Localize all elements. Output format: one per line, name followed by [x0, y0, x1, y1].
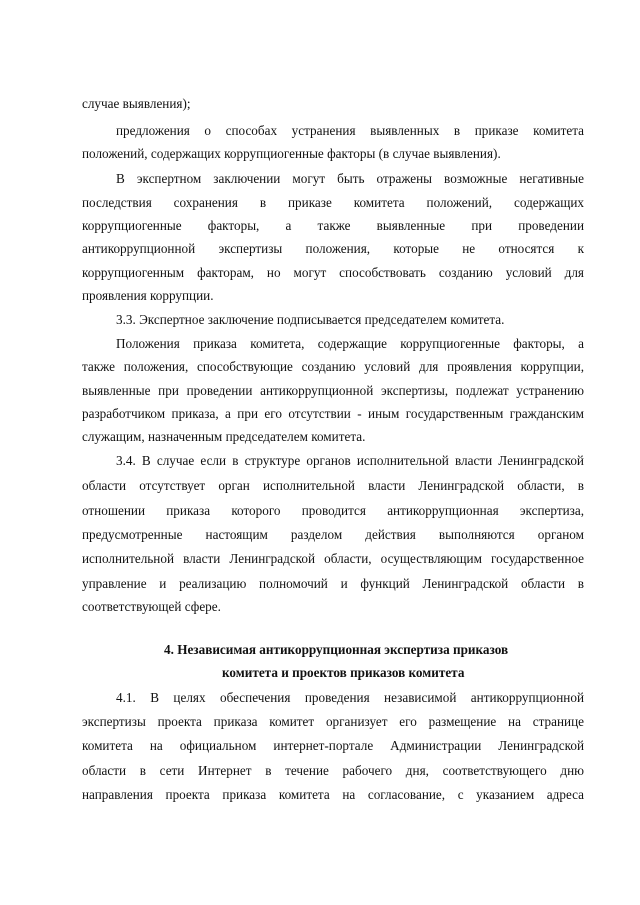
text-line: 3.3. Экспертное заключение подписывается председателем комитета. — [116, 312, 505, 327]
text-line: коррупциогенным факторам, но могут способствовать созданию условий для — [82, 265, 584, 280]
text-line: управление и реализацию полномочий и функций Ленинградской области в — [82, 576, 584, 591]
text-line: случае выявления); — [82, 96, 191, 111]
text-line: также положения, способствующие созданию условий для проявления коррупции, — [82, 359, 584, 374]
text-line: коррупциогенные факторы, а также выявленные при проведении — [82, 218, 584, 233]
text-line: предусмотренные настоящим разделом действия выполняются органом — [82, 527, 584, 542]
text-line: проявления коррупции. — [82, 288, 214, 303]
text-line: служащим, назначенным председателем комитета. — [82, 429, 366, 444]
text-line: отношении приказа которого проводится антикоррупционная экспертиза, — [82, 503, 584, 518]
text-line: выявленные при проведении антикоррупционной экспертизы, подлежат устранению — [82, 383, 584, 398]
text-line: 3.4. В случае если в структуре органов исполнительной власти Ленинградской — [116, 453, 584, 468]
text-line: экспертизы проекта приказа комитет организует его размещение на странице — [82, 714, 584, 729]
text-line: области отсутствует орган исполнительной власти Ленинградской области, в — [82, 478, 584, 493]
text-line: области в сети Интернет в течение рабочего дня, соответствующего дню — [82, 763, 584, 778]
text-line: комитета на официальном интернет-портале Администрации Ленинградской — [82, 738, 584, 753]
text-line: В экспертном заключении могут быть отражены возможные негативные — [116, 171, 584, 186]
text-line: антикоррупционной экспертизы положения, которые не относятся к — [82, 241, 584, 256]
text-line: Положения приказа комитета, содержащие коррупциогенные факторы, а — [116, 336, 584, 351]
text-line: положений, содержащих коррупциогенные факторы (в случае выявления). — [82, 146, 501, 161]
section-heading-line-2: комитета и проектов приказов комитета — [222, 665, 465, 680]
text-line: исполнительной власти Ленинградской области, осуществляющим государственное — [82, 551, 584, 566]
text-line: последствия сохранения в приказе комитета положений, содержащих — [82, 195, 584, 210]
text-line: соответствующей сфере. — [82, 599, 221, 614]
text-line: 4.1. В целях обеспечения проведения независимой антикоррупционной — [116, 690, 584, 705]
text-line: разработчиком приказа, а при его отсутствии - иным государственным гражданским — [82, 406, 584, 421]
text-line: предложения о способах устранения выявленных в приказе комитета — [116, 123, 584, 138]
section-heading-line-1: 4. Независимая антикоррупционная экспертиза приказов — [164, 642, 509, 657]
text-line: направления проекта приказа комитета на согласование, с указанием адреса — [82, 787, 584, 802]
